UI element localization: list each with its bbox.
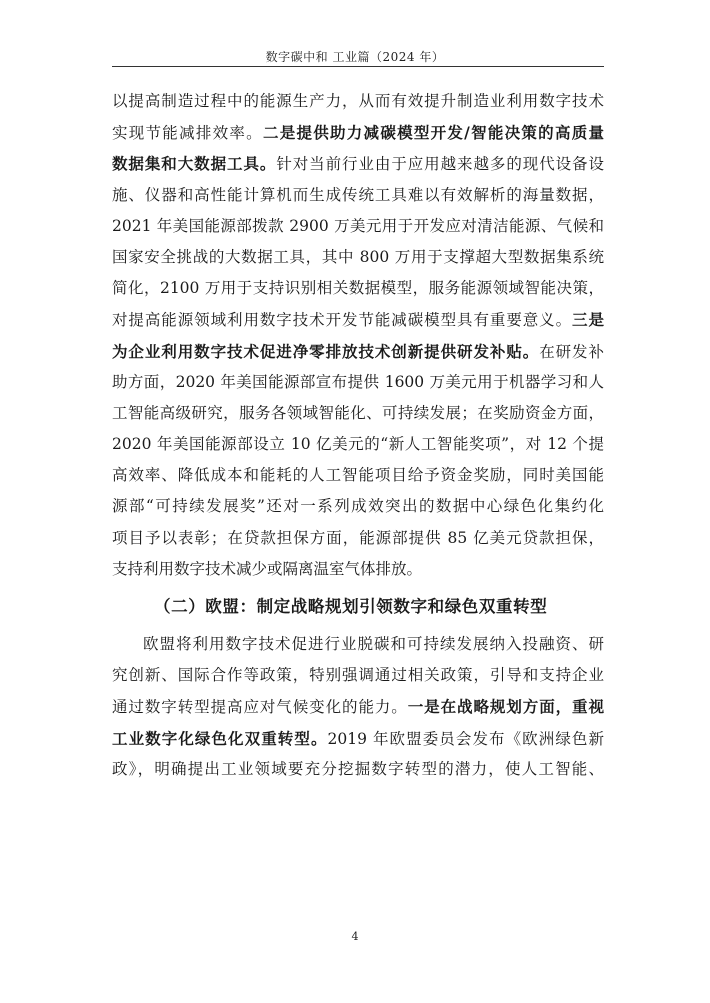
text-line: 究创新、国际合作等政策，特别强调通过相关政策，引导和支持企业 [112, 666, 604, 685]
header-rule [112, 66, 604, 67]
text-line: 源部“可持续发展奖”还对一系列成效突出的数据中心绿色化集约化 [112, 497, 604, 516]
text-run: 实现节能减排效率。 [112, 124, 263, 143]
text-line: 2020 年美国能源部设立 10 亿美元的“新人工智能奖项”，对 12 个提 [112, 435, 604, 454]
text-line: 工智能高级研究，服务各领域智能化、可持续发展；在奖励资金方面， [112, 403, 604, 422]
section-heading: （二）欧盟：制定战略规划引领数字和绿色双重转型 [154, 597, 548, 616]
text-run: 对提高能源领域利用数字技术开发节能减碳模型具有重要意义。 [112, 311, 573, 330]
text-line: 简化，2100 万用于支持识别相关数据模型，服务能源领域智能决策， [112, 279, 604, 298]
paragraph-us-policy [112, 86, 604, 585]
text-line [112, 304, 604, 335]
text-line: 支持利用数字技术减少或隔离温室气体排放。 [112, 559, 423, 578]
text-line [112, 148, 604, 179]
text-line [112, 117, 604, 148]
text-line [112, 336, 604, 367]
text-line: 施、仪器和高性能计算机而生成传统工具难以有效解析的海量数据， [112, 185, 604, 204]
bold-text-run: 二是提供助力减碳模型开发/智能决策的高质量 [262, 123, 604, 143]
text-line: 以提高制造过程中的能源生产力，从而有效提升制造业利用数字技术 [112, 92, 604, 110]
text-run: 在研发补 [539, 342, 604, 361]
page-number: 4 [351, 930, 359, 943]
text-line [112, 691, 604, 722]
document-body [112, 86, 604, 785]
bold-text-run: 为企业利用数字技术促进净零排放技术创新提供研发补贴。 [112, 341, 540, 361]
bold-text-run: 工业数字化绿色化双重转型。 [112, 728, 328, 748]
paragraph-eu-policy [112, 629, 604, 785]
bold-text-run: 数据集和大数据工具。 [112, 154, 277, 174]
bold-text-run: 一是在战略规划方面，重视 [407, 697, 604, 717]
running-header: 数字碳中和 工业篇（2024 年） [265, 50, 445, 64]
text-line: 欧盟将利用数字技术促进行业脱碳和可持续发展纳入投融资、研 [143, 635, 604, 653]
text-run: 通过数字转型提高应对气候变化的能力。 [112, 698, 408, 717]
text-line: 2021 年美国能源部拨款 2900 万美元用于开发应对清洁能源、气候和 [112, 216, 604, 235]
text-line: 政》，明确提出工业领域要充分挖掘数字转型的潜力，使人工智能、 [112, 759, 604, 778]
text-line: 国家安全挑战的大数据工具，其中 800 万用于支撑超大型数据集系统 [112, 247, 604, 266]
text-line: 项目予以表彰；在贷款担保方面，能源部提供 85 亿美元贷款担保， [112, 528, 604, 547]
bold-text-run: 三是 [572, 310, 604, 330]
text-line: 助方面，2020 年美国能源部宣布提供 1600 万美元用于机器学习和人 [112, 372, 604, 391]
text-run: 2019 年欧盟委员会发布《欧洲绿色新 [327, 729, 604, 748]
text-line [112, 723, 604, 754]
text-line: 高效率、降低成本和能耗的人工智能项目给予资金奖励，同时美国能 [112, 466, 604, 485]
text-run: 针对当前行业由于应用越来越多的现代设备设 [276, 155, 604, 174]
